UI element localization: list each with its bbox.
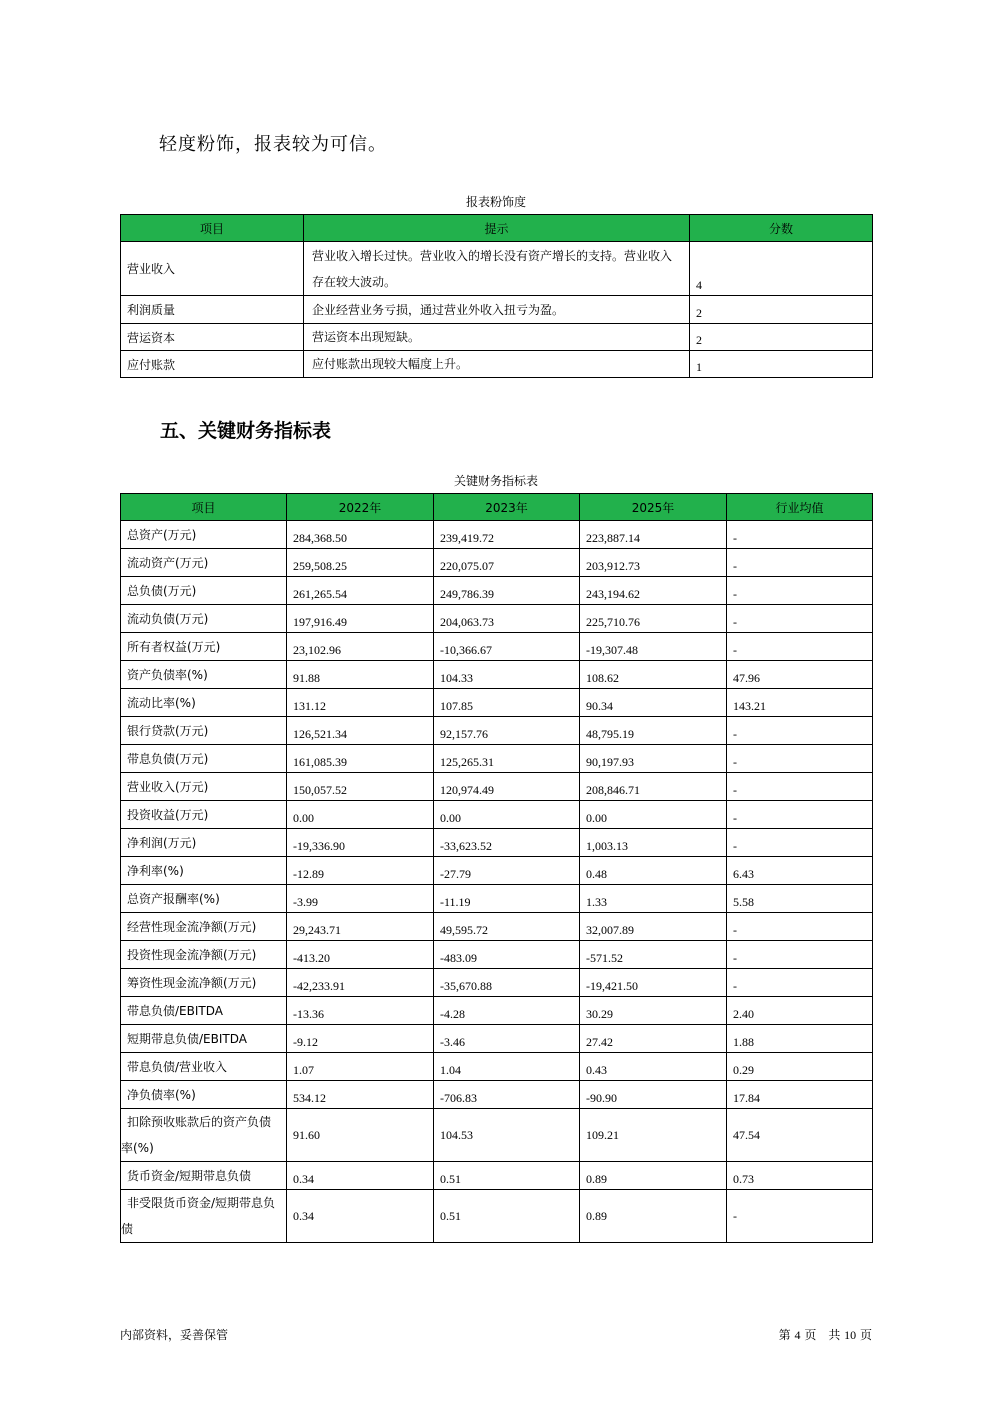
row-item: 短期带息负债/EBITDA	[121, 1025, 287, 1053]
row-item: 总资产报酬率(%)	[121, 885, 287, 913]
row-score: 4	[690, 242, 873, 296]
value-industry: 6.43	[727, 857, 873, 885]
value-2025: 1,003.13	[580, 829, 727, 857]
value-2023: 220,075.07	[434, 549, 580, 577]
value-2025: 90.34	[580, 689, 727, 717]
value-2025: 32,007.89	[580, 913, 727, 941]
value-2022: 131.12	[287, 689, 434, 717]
indicator-table-caption: 关键财务指标表	[453, 474, 538, 488]
value-2022: 197,916.49	[287, 605, 434, 633]
table-row	[121, 633, 873, 661]
value-2025: 1.33	[580, 885, 727, 913]
value-industry: 47.54	[727, 1109, 873, 1162]
header-2022: 2022年	[287, 494, 434, 521]
value-2022: -12.89	[287, 857, 434, 885]
table-row	[121, 1162, 873, 1190]
value-2025: -571.52	[580, 941, 727, 969]
table-row	[121, 351, 873, 378]
table-row	[121, 1190, 873, 1243]
row-item: 流动资产(万元)	[121, 549, 287, 577]
row-item: 净利润(万元)	[121, 829, 287, 857]
value-2025: 208,846.71	[580, 773, 727, 801]
value-2023: 0.51	[434, 1190, 580, 1243]
value-industry: -	[727, 913, 873, 941]
value-2023: -27.79	[434, 857, 580, 885]
value-industry: -	[727, 521, 873, 549]
value-industry: -	[727, 633, 873, 661]
footer-page-number	[779, 1326, 872, 1343]
value-industry: 0.73	[727, 1162, 873, 1190]
value-industry: 5.58	[727, 885, 873, 913]
value-industry: -	[727, 577, 873, 605]
value-2023: -33,623.52	[434, 829, 580, 857]
row-item: 净负债率(%)	[121, 1081, 287, 1109]
value-2022: 91.88	[287, 661, 434, 689]
table-row	[121, 997, 873, 1025]
row-score: 1	[690, 351, 873, 378]
value-2023: 0.51	[434, 1162, 580, 1190]
value-2022: 0.34	[287, 1162, 434, 1190]
header-tip: 提示	[304, 215, 690, 242]
value-2023: 249,786.39	[434, 577, 580, 605]
row-item: 银行贷款(万元)	[121, 717, 287, 745]
value-2025: 243,194.62	[580, 577, 727, 605]
value-2025: 0.89	[580, 1162, 727, 1190]
value-2022: 161,085.39	[287, 745, 434, 773]
value-2023: -11.19	[434, 885, 580, 913]
row-item: 投资性现金流净额(万元)	[121, 941, 287, 969]
row-score: 2	[690, 296, 873, 324]
value-2022: 259,508.25	[287, 549, 434, 577]
value-2022: 0.34	[287, 1190, 434, 1243]
value-industry: -	[727, 773, 873, 801]
footer-confidential: 内部资料，妥善保管	[120, 1328, 229, 1342]
value-2022: -3.99	[287, 885, 434, 913]
value-2023: 104.33	[434, 661, 580, 689]
table-row	[121, 773, 873, 801]
value-2025: 109.21	[580, 1109, 727, 1162]
value-2022: 534.12	[287, 1081, 434, 1109]
value-2025: 0.48	[580, 857, 727, 885]
row-item: 带息负债(万元)	[121, 745, 287, 773]
value-2025: 90,197.93	[580, 745, 727, 773]
table-row	[121, 521, 873, 549]
row-item: 非受限货币资金/短期带息负债	[121, 1190, 287, 1243]
table-row	[121, 324, 873, 351]
value-2023: -483.09	[434, 941, 580, 969]
row-item: 总资产(万元)	[121, 521, 287, 549]
value-2025: 108.62	[580, 661, 727, 689]
value-2023: -35,670.88	[434, 969, 580, 997]
value-2023: 107.85	[434, 689, 580, 717]
row-item: 带息负债/营业收入	[121, 1053, 287, 1081]
value-industry: -	[727, 801, 873, 829]
page-suffix: 页	[859, 1328, 872, 1342]
value-2023: 0.00	[434, 801, 580, 829]
header-item: 项目	[121, 215, 304, 242]
row-item: 流动比率(%)	[121, 689, 287, 717]
page-prefix: 第	[778, 1328, 791, 1342]
row-item: 流动负债(万元)	[121, 605, 287, 633]
section-heading: 五、关键财务指标表	[160, 420, 332, 442]
table-row	[121, 1109, 873, 1162]
value-2023: -706.83	[434, 1081, 580, 1109]
value-2022: 91.60	[287, 1109, 434, 1162]
value-industry: 2.40	[727, 997, 873, 1025]
value-industry: -	[727, 745, 873, 773]
value-2022: 150,057.52	[287, 773, 434, 801]
value-industry: 0.29	[727, 1053, 873, 1081]
value-2022: 29,243.71	[287, 913, 434, 941]
indicator-table	[120, 493, 873, 1243]
row-tip: 应付账款出现较大幅度上升。	[304, 351, 690, 378]
value-industry: -	[727, 717, 873, 745]
value-2022: -42,233.91	[287, 969, 434, 997]
value-2022: 23,102.96	[287, 633, 434, 661]
table-row	[121, 717, 873, 745]
value-2025: 203,912.73	[580, 549, 727, 577]
value-2023: 120,974.49	[434, 773, 580, 801]
table-row	[121, 1053, 873, 1081]
table-row	[121, 1025, 873, 1053]
table-row	[121, 661, 873, 689]
table-row	[121, 577, 873, 605]
header-industry: 行业均值	[727, 494, 873, 521]
value-industry: 1.88	[727, 1025, 873, 1053]
value-2023: 92,157.76	[434, 717, 580, 745]
row-item: 营业收入	[121, 242, 304, 296]
embellishment-table	[120, 214, 873, 378]
value-2023: 49,595.72	[434, 913, 580, 941]
value-2025: 0.43	[580, 1053, 727, 1081]
row-item: 扣除预收账款后的资产负债率(%)	[121, 1109, 287, 1162]
value-2022: 1.07	[287, 1053, 434, 1081]
row-item: 营运资本	[121, 324, 304, 351]
value-industry: -	[727, 941, 873, 969]
row-item: 货币资金/短期带息负债	[121, 1162, 287, 1190]
table-row	[121, 801, 873, 829]
value-2025: 225,710.76	[580, 605, 727, 633]
row-item: 所有者权益(万元)	[121, 633, 287, 661]
value-2022: 126,521.34	[287, 717, 434, 745]
value-2022: 0.00	[287, 801, 434, 829]
value-2025: 30.29	[580, 997, 727, 1025]
row-item: 应付账款	[121, 351, 304, 378]
value-2023: 204,063.73	[434, 605, 580, 633]
value-2022: 261,265.54	[287, 577, 434, 605]
value-2023: 239,419.72	[434, 521, 580, 549]
table-row	[121, 296, 873, 324]
table-row	[121, 242, 873, 296]
table-row	[121, 913, 873, 941]
table-row	[121, 605, 873, 633]
value-2023: -4.28	[434, 997, 580, 1025]
value-2023: -3.46	[434, 1025, 580, 1053]
header-2023: 2023年	[434, 494, 580, 521]
table-row	[121, 941, 873, 969]
header-score: 分数	[690, 215, 873, 242]
value-2022: -413.20	[287, 941, 434, 969]
value-2025: 0.00	[580, 801, 727, 829]
row-tip: 营业收入增长过快。营业收入的增长没有资产增长的支持。营业收入存在较大波动。	[304, 242, 690, 296]
value-industry: -	[727, 549, 873, 577]
value-2022: -19,336.90	[287, 829, 434, 857]
table-row	[121, 745, 873, 773]
table-row	[121, 549, 873, 577]
table-row	[121, 829, 873, 857]
row-item: 投资收益(万元)	[121, 801, 287, 829]
embellishment-table-caption: 报表粉饰度	[465, 195, 526, 209]
value-2023: 1.04	[434, 1053, 580, 1081]
value-2023: 104.53	[434, 1109, 580, 1162]
value-2023: 125,265.31	[434, 745, 580, 773]
row-score: 2	[690, 324, 873, 351]
value-2022: -13.36	[287, 997, 434, 1025]
row-item: 带息负债/EBITDA	[121, 997, 287, 1025]
value-2025: -90.90	[580, 1081, 727, 1109]
intro-text: 轻度粉饰，报表较为可信。	[159, 134, 387, 155]
table-row	[121, 689, 873, 717]
row-tip: 企业经营业务亏损，通过营业外收入扭亏为盈。	[304, 296, 690, 324]
value-industry: 17.84	[727, 1081, 873, 1109]
row-item: 利润质量	[121, 296, 304, 324]
value-industry: -	[727, 829, 873, 857]
row-tip: 营运资本出现短缺。	[304, 324, 690, 351]
value-industry: -	[727, 969, 873, 997]
page-mid: 页 共	[804, 1328, 841, 1342]
value-2022: -9.12	[287, 1025, 434, 1053]
value-2025: 27.42	[580, 1025, 727, 1053]
value-2025: 0.89	[580, 1190, 727, 1243]
header-item: 项目	[121, 494, 287, 521]
value-industry: -	[727, 1190, 873, 1243]
table-row	[121, 969, 873, 997]
table-header-row	[121, 494, 873, 521]
row-item: 营业收入(万元)	[121, 773, 287, 801]
page-current: 4	[794, 1328, 801, 1342]
table-row	[121, 857, 873, 885]
row-item: 净利率(%)	[121, 857, 287, 885]
value-2025: 223,887.14	[580, 521, 727, 549]
page-total: 10	[844, 1328, 857, 1342]
row-item: 资产负债率(%)	[121, 661, 287, 689]
value-2025: -19,307.48	[580, 633, 727, 661]
row-item: 总负债(万元)	[121, 577, 287, 605]
value-2023: -10,366.67	[434, 633, 580, 661]
value-industry: 143.21	[727, 689, 873, 717]
value-2022: 284,368.50	[287, 521, 434, 549]
header-2025: 2025年	[580, 494, 727, 521]
table-header-row	[121, 215, 873, 242]
value-2025: 48,795.19	[580, 717, 727, 745]
value-industry: -	[727, 605, 873, 633]
table-row	[121, 885, 873, 913]
value-2025: -19,421.50	[580, 969, 727, 997]
row-item: 筹资性现金流净额(万元)	[121, 969, 287, 997]
table-row	[121, 1081, 873, 1109]
row-item: 经营性现金流净额(万元)	[121, 913, 287, 941]
value-industry: 47.96	[727, 661, 873, 689]
